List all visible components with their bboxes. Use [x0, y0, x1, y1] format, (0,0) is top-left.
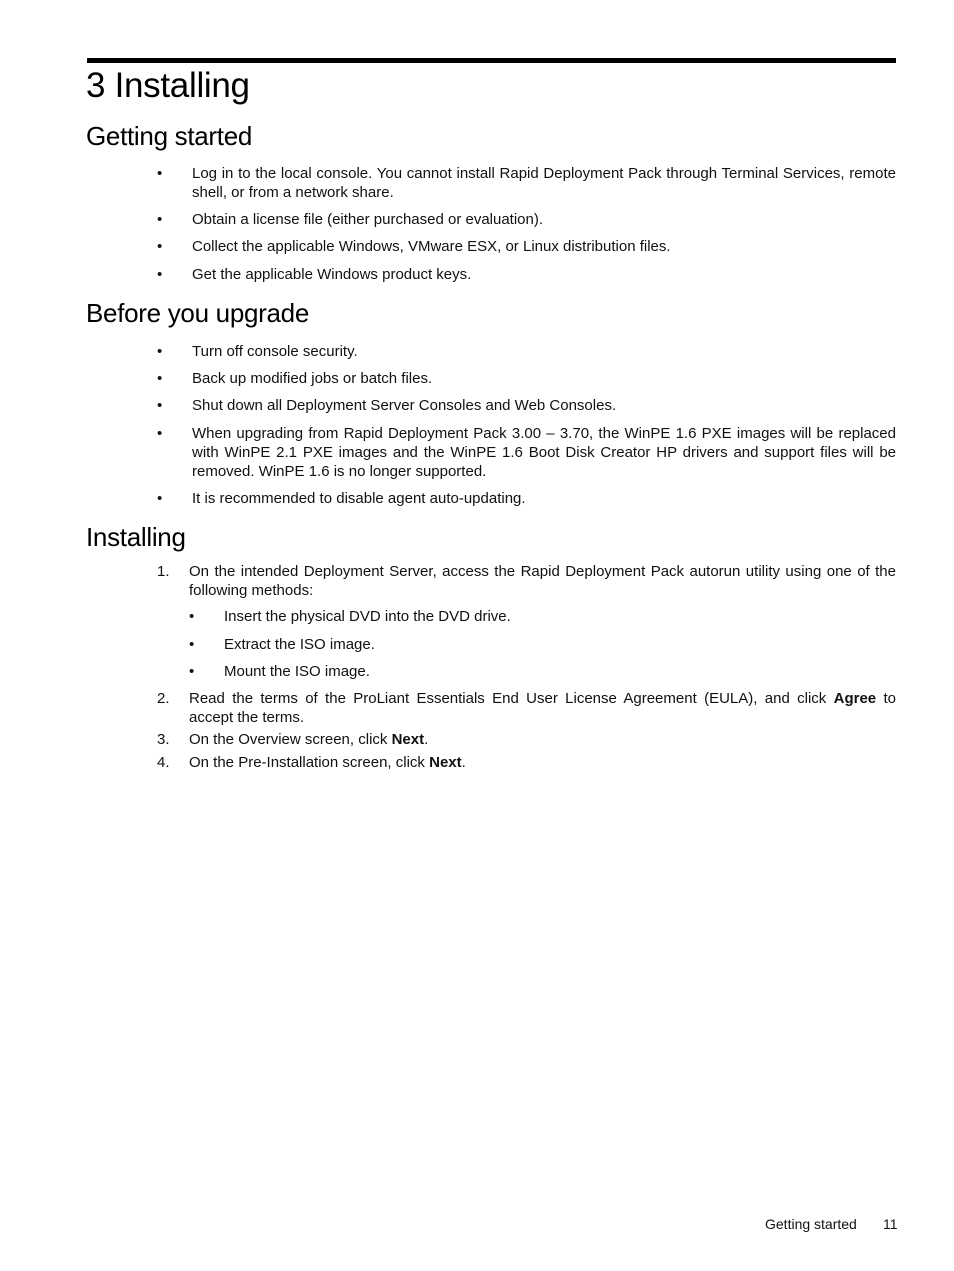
list-item-text: It is recommended to disable agent auto-updating.	[192, 490, 526, 507]
step-number: 1.	[157, 563, 170, 580]
bullet-icon: •	[157, 490, 163, 507]
step-number: 3.	[157, 731, 170, 748]
bullet-icon: •	[157, 425, 163, 442]
next-keyword: Next	[429, 754, 462, 771]
step-text-part: to accept the terms.	[189, 690, 896, 726]
bullet-icon: •	[157, 165, 163, 182]
step-text-part: .	[424, 731, 429, 748]
step-number: 2.	[157, 690, 170, 707]
section-heading-before-upgrade: Before you upgrade	[86, 298, 309, 328]
step-text	[189, 730, 896, 749]
list-item-text: Extract the ISO image.	[224, 636, 375, 653]
bullet-icon: •	[189, 636, 195, 653]
list-item-text: Back up modified jobs or batch files.	[192, 370, 433, 387]
step-text	[189, 689, 896, 727]
bullet-icon: •	[189, 608, 195, 625]
list-item-text: Log in to the local console. You cannot install Rapid Deployment Pack through Terminal Services, remote shell, or from a network share.	[192, 165, 896, 201]
list-item-text: Collect the applicable Windows, VMware ESX, or Linux distribution files.	[192, 238, 671, 255]
chapter-title: 3 Installing	[86, 66, 250, 105]
step-text-part: .	[461, 754, 466, 771]
list-item-text: Insert the physical DVD into the DVD drive.	[224, 608, 511, 625]
list-item-text: Shut down all Deployment Server Consoles and Web Consoles.	[192, 397, 617, 414]
chapter-top-rule	[87, 58, 896, 63]
bullet-icon: •	[157, 211, 163, 228]
bullet-icon: •	[157, 238, 163, 255]
bullet-icon: •	[157, 397, 163, 414]
list-item-text: Get the applicable Windows product keys.	[192, 266, 472, 283]
section-heading-installing: Installing	[86, 522, 186, 552]
list-item-text: Mount the ISO image.	[224, 663, 370, 680]
footer-page-number: 11	[883, 1216, 898, 1232]
step-text-part: Read the terms of the ProLiant Essentials End User License Agreement (EULA), and click	[189, 690, 834, 707]
bullet-icon: •	[157, 370, 163, 387]
next-keyword: Next	[391, 731, 425, 748]
step-text-part: On the Pre-Installation screen, click	[189, 754, 430, 771]
step-text: On the intended Deployment Server, access the Rapid Deployment Pack autorun utility using one of the following methods:	[189, 563, 896, 599]
footer-section-label: Getting started	[765, 1216, 857, 1232]
list-item-text: Turn off console security.	[192, 343, 358, 360]
bullet-icon: •	[157, 266, 163, 283]
agree-keyword: Agree	[833, 690, 877, 707]
list-item-text: When upgrading from Rapid Deployment Pack 3.00 – 3.70, the WinPE 1.6 PXE images will be replaced with WinPE 2.1 PXE images and the WinPE 1.6 Boot Disk Creator HP drivers and support files will be removed. WinPE 1.6 is no longer supported.	[192, 425, 896, 480]
step-number: 4.	[157, 754, 170, 771]
section-heading-getting-started: Getting started	[86, 121, 253, 151]
step-text	[189, 753, 896, 772]
bullet-icon: •	[189, 663, 195, 680]
bullet-icon: •	[157, 343, 163, 360]
step-text-part: On the Overview screen, click	[189, 731, 392, 748]
list-item-text: Obtain a license file (either purchased or evaluation).	[192, 211, 544, 228]
